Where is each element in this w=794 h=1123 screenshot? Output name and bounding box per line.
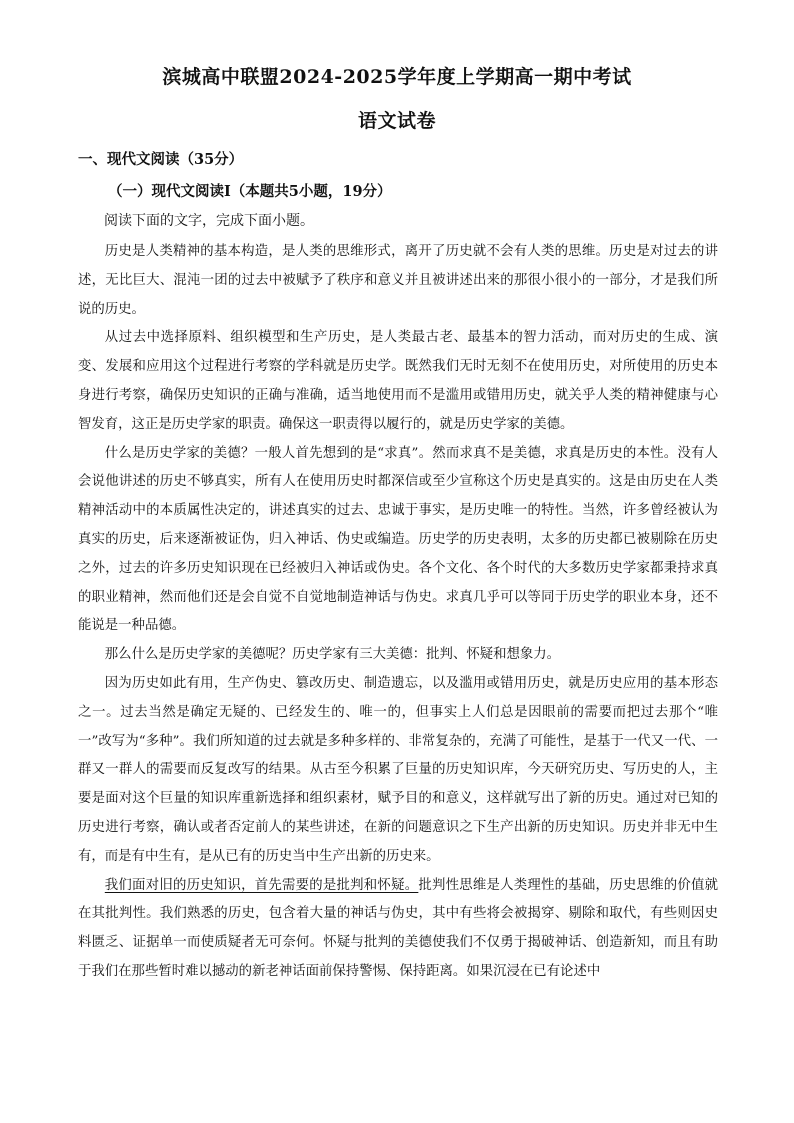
reading-instruction: 阅读下面的文字，完成下面小题。 [104,213,314,229]
passage-paragraph-6 [78,872,718,987]
section-heading-part1: 一、现代文阅读（35分） [78,151,244,168]
passage-paragraph-1: 历史是人类精神的基本构造，是人类的思维形式，离开了历史就不会有人类的思维。历史是对过去的讲述，无比巨大、混沌一团的过去中被赋予了秩序和意义并且被讲述出来的那很小很小的一部分，才是我们所说的历史。 [78,244,718,317]
exam-title: 滨城高中联盟2024-2025学年度上学期高一期中考试 [162,66,632,88]
passage-paragraph-6-rest: 批判性思维是人类理性的基础，历史思维的价值就在其批判性。我们熟悉的历史，包含着大量的神话与伪史，其中有些将会被揭穿、剔除和取代，有些则因史料匮乏、证据单一而使质疑者无可奈何。怀疑与批判的美德使我们不仅勇于揭破神话、创造新知，而且有助于我们在那些暂时难以撼动的新老神话面前保持警惕、保持距离。如果沉浸在已有论述中 [78,877,719,979]
passage-paragraph-4: 那么什么是历史学家的美德呢？历史学家有三大美德：批判、怀疑和想象力。 [104,647,561,663]
passage-paragraph-3: 什么是历史学家的美德？一般人首先想到的是“求真”。然而求真不是美德，求真是历史的本性。没有人会说他讲述的历史不够真实，所有人在使用历史时都深信或至少宣称这个历史是真实的。这是由历史在人类精神活动中的本质属性决定的，讲述真实的过去、忠诚于事实，是历史唯一的特性。当然，许多曾经被认为真实的历史，后来逐渐被证伪，归入神话、伪史或编造。历史学的历史表明，太多的历史都已被剔除在历史之外，过去的许多历史知识现在已经被归入神话或伪史。各个文化、各个时代的大多数历史学家都秉持求真的职业精神，然而他们还是会自觉不自觉地制造神话与伪史。求真几乎可以等同于历史学的职业本身，还不能说是一种品德。 [78,445,718,634]
passage-paragraph-5: 因为历史如此有用，生产伪史、篡改历史、制造遗忘，以及滥用或错用历史，就是历史应用的基本形态之一。过去当然是确定无疑的、已经发生的、唯一的，但事实上人们总是因眼前的需要而把过去那个“唯一”改写为“多种”。我们所知道的过去就是多种多样的、非常复杂的，充满了可能性，是基于一代又一代、一群又一群人的需要而反复改写的结果。从古至今积累了巨量的历史知识库，今天研究历史、写历史的人，主要是面对这个巨量的知识库重新选择和组织素材，赋予目的和意义，这样就写出了新的历史。通过对已知的历史进行考察，确认或者否定前人的某些讲述，在新的问题意识之下生产出新的历史知识。历史并非无中生有，而是有中生有，是从已有的历史当中生产出新的历史来。 [78,675,718,864]
section-heading-part1-1: （一）现代文阅读Ⅰ（本题共5小题，19分） [108,183,392,200]
reading-passage [78,238,718,987]
passage-paragraph-2: 从过去中选择原料、组织模型和生产历史，是人类最古老、最基本的智力活动，而对历史的生成、演变、发展和应用这个过程进行考察的学科就是历史学。既然我们无时无刻不在使用历史，对所使用的历史本身进行考察，确保历史知识的正确与准确，适当地使用而不是滥用或错用历史，就关乎人类的精神健康与心智发育，这正是历史学家的职责。确保这一职责得以履行的，就是历史学家的美德。 [78,330,718,432]
exam-subtitle: 语文试卷 [357,110,436,132]
underlined-sentence: 我们面对旧的历史知识，首先需要的是批判和怀疑。 [104,877,419,893]
